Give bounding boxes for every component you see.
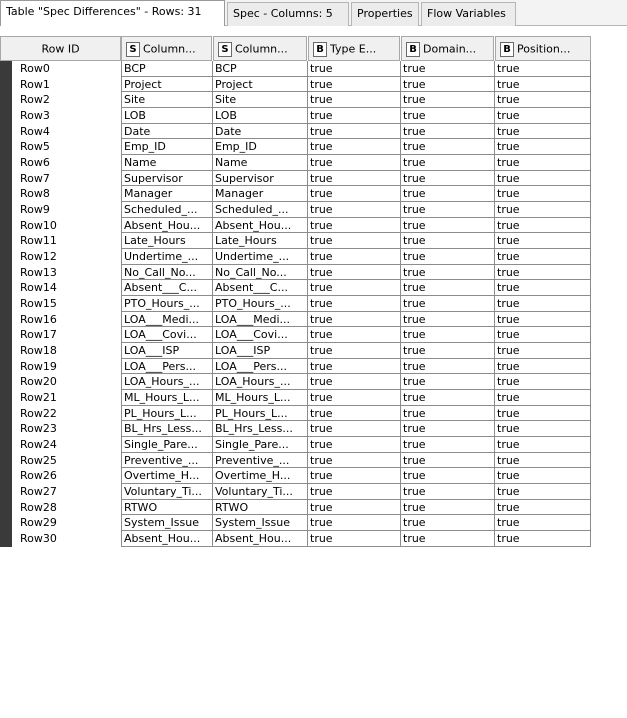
- table-cell[interactable]: true: [308, 77, 401, 93]
- table-cell[interactable]: true: [495, 202, 591, 218]
- row-id-cell[interactable]: Row28: [20, 500, 57, 514]
- table-cell[interactable]: Voluntary_Ti...: [121, 484, 213, 500]
- row-id-cell[interactable]: Row0: [20, 62, 50, 75]
- row-id-cell[interactable]: Row25: [20, 453, 57, 467]
- table-cell[interactable]: Absent_Hou...: [213, 531, 308, 547]
- table-cell[interactable]: true: [308, 500, 401, 516]
- row-marker: [0, 359, 12, 375]
- table-cell[interactable]: Absent_Hou...: [213, 218, 308, 234]
- table-cell[interactable]: true: [308, 312, 401, 328]
- table-cell[interactable]: true: [495, 92, 591, 108]
- table-row[interactable]: [0, 77, 591, 93]
- row-marker: [0, 531, 12, 547]
- table-cell[interactable]: Scheduled_...: [213, 202, 308, 218]
- row-id-cell[interactable]: Row12: [20, 250, 57, 264]
- table-row[interactable]: [0, 124, 591, 140]
- table-row[interactable]: [0, 61, 591, 77]
- row-marker: [0, 108, 12, 124]
- table-cell[interactable]: Single_Pare...: [121, 437, 213, 453]
- table-cell[interactable]: LOB: [121, 108, 213, 124]
- table-row[interactable]: [0, 390, 591, 406]
- table-row[interactable]: [0, 484, 591, 500]
- table-cell[interactable]: BL_Hrs_Less...: [213, 421, 308, 437]
- boolean-type-icon: B: [500, 42, 514, 57]
- table-row[interactable]: [0, 468, 591, 484]
- table-cell[interactable]: true: [495, 327, 591, 343]
- table-cell[interactable]: true: [495, 312, 591, 328]
- tab-flow-variables[interactable]: Flow Variables: [421, 2, 516, 26]
- table-cell[interactable]: true: [401, 500, 495, 516]
- row-marker: [0, 453, 12, 469]
- table-cell[interactable]: LOA_Hours_...: [121, 374, 213, 390]
- table-row[interactable]: [0, 265, 591, 281]
- table-cell[interactable]: Overtime_H...: [121, 468, 213, 484]
- row-marker: [0, 327, 12, 343]
- boolean-type-icon: B: [313, 42, 327, 57]
- table-row[interactable]: [0, 500, 591, 516]
- table-cell[interactable]: true: [401, 390, 495, 406]
- table-cell[interactable]: PL_Hours_L...: [121, 406, 213, 422]
- table-cell[interactable]: true: [495, 531, 591, 547]
- table-cell[interactable]: true: [308, 171, 401, 187]
- table-cell[interactable]: true: [308, 327, 401, 343]
- table-cell[interactable]: true: [308, 453, 401, 469]
- row-id-cell[interactable]: Row21: [20, 391, 57, 405]
- row-id-cell[interactable]: Row11: [20, 234, 57, 248]
- table-cell[interactable]: Absent_Hou...: [121, 531, 213, 547]
- table-cell[interactable]: System_Issue: [121, 515, 213, 531]
- table-cell[interactable]: true: [401, 296, 495, 312]
- table-cell[interactable]: LOA___Medi...: [213, 312, 308, 328]
- table-cell[interactable]: true: [401, 453, 495, 469]
- table-cell[interactable]: Name: [213, 155, 308, 171]
- table-cell[interactable]: true: [308, 374, 401, 390]
- table-cell[interactable]: true: [495, 265, 591, 281]
- table-cell[interactable]: LOA___Pers...: [121, 359, 213, 375]
- table-row[interactable]: [0, 108, 591, 124]
- row-id-cell[interactable]: Row22: [20, 406, 57, 420]
- row-id-cell[interactable]: Row16: [20, 312, 57, 326]
- table-cell[interactable]: true: [401, 61, 495, 77]
- table-cell[interactable]: Name: [121, 155, 213, 171]
- table-cell[interactable]: true: [308, 468, 401, 484]
- column-header-2[interactable]: [213, 36, 307, 61]
- string-type-icon: S: [218, 42, 232, 57]
- table-cell[interactable]: Site: [213, 92, 308, 108]
- column-header-label: Column...: [235, 42, 288, 56]
- table-cell[interactable]: ML_Hours_L...: [213, 390, 308, 406]
- table-row[interactable]: [0, 437, 591, 453]
- table-cell[interactable]: Late_Hours: [121, 233, 213, 249]
- table-cell[interactable]: true: [495, 233, 591, 249]
- column-header-5[interactable]: [495, 36, 591, 61]
- row-marker: [0, 155, 12, 171]
- table-cell[interactable]: true: [401, 484, 495, 500]
- table-cell[interactable]: true: [401, 374, 495, 390]
- table-cell[interactable]: true: [308, 233, 401, 249]
- table-row[interactable]: [0, 249, 591, 265]
- row-marker: [0, 280, 12, 296]
- table-cell[interactable]: true: [401, 531, 495, 547]
- table-row[interactable]: [0, 453, 591, 469]
- row-marker: [0, 124, 12, 140]
- table-cell[interactable]: true: [308, 390, 401, 406]
- column-header-label: Column...: [143, 42, 196, 56]
- table-cell[interactable]: true: [308, 249, 401, 265]
- table-cell[interactable]: Emp_ID: [121, 139, 213, 155]
- tab-spec[interactable]: Spec - Columns: 5: [227, 2, 349, 26]
- table-row[interactable]: [0, 218, 591, 234]
- table-cell[interactable]: Undertime_...: [121, 249, 213, 265]
- table-cell[interactable]: true: [401, 155, 495, 171]
- table-cell[interactable]: true: [308, 186, 401, 202]
- table-cell[interactable]: true: [401, 437, 495, 453]
- row-marker: [0, 515, 12, 531]
- table-cell[interactable]: Emp_ID: [213, 139, 308, 155]
- table-cell[interactable]: true: [495, 61, 591, 77]
- table-cell[interactable]: true: [401, 406, 495, 422]
- table-cell[interactable]: true: [495, 500, 591, 516]
- row-marker: [0, 77, 12, 93]
- table-cell[interactable]: true: [308, 108, 401, 124]
- table-row[interactable]: [0, 155, 591, 171]
- row-id-cell[interactable]: Row8: [20, 187, 50, 201]
- table-cell[interactable]: LOA___Medi...: [121, 312, 213, 328]
- row-id-cell[interactable]: Row24: [20, 438, 57, 452]
- row-id-cell[interactable]: Row1: [20, 77, 50, 91]
- table-cell[interactable]: true: [308, 265, 401, 281]
- table-cell[interactable]: Absent___C...: [213, 280, 308, 296]
- row-marker: [0, 421, 12, 437]
- table-cell[interactable]: true: [401, 77, 495, 93]
- table-cell[interactable]: true: [495, 390, 591, 406]
- row-id-cell[interactable]: Row14: [20, 281, 57, 295]
- table-cell[interactable]: true: [495, 374, 591, 390]
- table-cell[interactable]: true: [308, 484, 401, 500]
- table-cell[interactable]: true: [401, 202, 495, 218]
- table-row[interactable]: [0, 139, 591, 155]
- table-row[interactable]: [0, 343, 591, 359]
- row-id-cell[interactable]: Row23: [20, 422, 57, 436]
- table-row[interactable]: [0, 202, 591, 218]
- table-cell[interactable]: true: [401, 233, 495, 249]
- table-cell[interactable]: Voluntary_Ti...: [213, 484, 308, 500]
- table-cell[interactable]: true: [495, 406, 591, 422]
- table-cell[interactable]: PL_Hours_L...: [213, 406, 308, 422]
- tab-bar: [0, 0, 627, 26]
- row-marker: [0, 296, 12, 312]
- table-cell[interactable]: BCP: [121, 61, 213, 77]
- table-cell[interactable]: true: [308, 202, 401, 218]
- table-cell[interactable]: Site: [121, 92, 213, 108]
- column-header-label: Type E...: [330, 42, 377, 56]
- table-row[interactable]: [0, 327, 591, 343]
- row-id-cell[interactable]: Row27: [20, 485, 57, 499]
- column-header-label: Row ID: [41, 42, 80, 56]
- row-id-cell[interactable]: Row3: [20, 109, 50, 122]
- table-cell[interactable]: LOA___Covi...: [121, 327, 213, 343]
- column-header-label: Position...: [517, 42, 571, 56]
- table-cell[interactable]: true: [308, 343, 401, 359]
- table-row[interactable]: [0, 312, 591, 328]
- table-cell[interactable]: true: [401, 343, 495, 359]
- table-cell[interactable]: true: [401, 218, 495, 234]
- table-cell[interactable]: true: [495, 218, 591, 234]
- table-cell[interactable]: true: [308, 92, 401, 108]
- column-header-1[interactable]: [121, 36, 212, 61]
- row-marker: [0, 312, 12, 328]
- table-cell[interactable]: PTO_Hours_...: [213, 296, 308, 312]
- table-cell[interactable]: true: [495, 359, 591, 375]
- column-header-rowid[interactable]: [0, 36, 121, 61]
- table-row[interactable]: [0, 186, 591, 202]
- row-marker: [0, 437, 12, 453]
- table-cell[interactable]: true: [401, 124, 495, 140]
- table-cell[interactable]: Absent_Hou...: [121, 218, 213, 234]
- table-cell[interactable]: Undertime_...: [213, 249, 308, 265]
- table-cell[interactable]: true: [308, 61, 401, 77]
- table-cell[interactable]: true: [308, 515, 401, 531]
- table-cell[interactable]: Manager: [213, 186, 308, 202]
- row-id-cell[interactable]: Row7: [20, 171, 50, 185]
- row-marker: [0, 468, 12, 484]
- table-cell[interactable]: Single_Pare...: [213, 437, 308, 453]
- table-cell[interactable]: Late_Hours: [213, 233, 308, 249]
- table-row[interactable]: [0, 92, 591, 108]
- row-marker: [0, 218, 12, 234]
- table-cell[interactable]: No_Call_No...: [213, 265, 308, 281]
- row-marker: [0, 186, 12, 202]
- row-marker: [0, 343, 12, 359]
- table-cell[interactable]: true: [401, 92, 495, 108]
- table-cell[interactable]: BCP: [213, 61, 308, 77]
- table-cell[interactable]: true: [308, 359, 401, 375]
- row-marker: [0, 61, 12, 77]
- table-cell[interactable]: Project: [213, 77, 308, 93]
- table-cell[interactable]: System_Issue: [213, 515, 308, 531]
- table-cell[interactable]: true: [308, 437, 401, 453]
- row-marker: [0, 500, 12, 516]
- row-id-cell[interactable]: Row6: [20, 156, 50, 170]
- row-id-cell[interactable]: Row30: [20, 532, 57, 546]
- row-id-cell[interactable]: Row13: [20, 265, 57, 279]
- table-cell[interactable]: true: [495, 484, 591, 500]
- table-cell[interactable]: true: [495, 515, 591, 531]
- row-id-cell[interactable]: Row9: [20, 203, 50, 217]
- table-cell[interactable]: true: [495, 186, 591, 202]
- row-id-cell[interactable]: Row4: [20, 124, 50, 138]
- table-cell[interactable]: Manager: [121, 186, 213, 202]
- table-cell[interactable]: true: [401, 265, 495, 281]
- table-row[interactable]: [0, 233, 591, 249]
- table-cell[interactable]: true: [495, 108, 591, 124]
- row-marker: [0, 374, 12, 390]
- table-cell[interactable]: true: [308, 296, 401, 312]
- table-row[interactable]: [0, 421, 591, 437]
- row-marker: [0, 249, 12, 265]
- row-id-cell[interactable]: Row20: [20, 375, 57, 389]
- table-cell[interactable]: true: [495, 421, 591, 437]
- row-id-cell[interactable]: Row17: [20, 328, 57, 342]
- table-cell[interactable]: Preventive_...: [213, 453, 308, 469]
- tab-table[interactable]: Table "Spec Differences" - Rows: 31: [0, 0, 225, 26]
- row-id-cell[interactable]: Row2: [20, 93, 50, 107]
- table-cell[interactable]: BL_Hrs_Less...: [121, 421, 213, 437]
- table-cell[interactable]: Supervisor: [213, 171, 308, 187]
- row-marker: [0, 139, 12, 155]
- row-id-cell[interactable]: Row26: [20, 469, 57, 483]
- table-cell[interactable]: true: [495, 280, 591, 296]
- row-marker: [0, 233, 12, 249]
- table-cell[interactable]: true: [401, 280, 495, 296]
- table-cell[interactable]: true: [308, 421, 401, 437]
- table-cell[interactable]: true: [308, 218, 401, 234]
- row-id-cell[interactable]: Row15: [20, 297, 57, 311]
- table-row[interactable]: [0, 374, 591, 390]
- table-cell[interactable]: true: [401, 186, 495, 202]
- table-cell[interactable]: PTO_Hours_...: [121, 296, 213, 312]
- table-cell[interactable]: true: [401, 421, 495, 437]
- table-cell[interactable]: true: [401, 515, 495, 531]
- row-marker: [0, 390, 12, 406]
- table-cell[interactable]: true: [401, 171, 495, 187]
- row-id-cell[interactable]: Row18: [20, 344, 57, 358]
- table-cell[interactable]: RTWO: [213, 500, 308, 516]
- column-header-3[interactable]: [308, 36, 400, 61]
- table-cell[interactable]: true: [308, 139, 401, 155]
- row-marker: [0, 484, 12, 500]
- boolean-type-icon: B: [406, 42, 420, 57]
- table-cell[interactable]: true: [495, 437, 591, 453]
- table-cell[interactable]: Scheduled_...: [121, 202, 213, 218]
- table-cell[interactable]: true: [308, 531, 401, 547]
- table-cell[interactable]: true: [308, 124, 401, 140]
- table-cell[interactable]: true: [308, 280, 401, 296]
- table-row[interactable]: [0, 296, 591, 312]
- table-cell[interactable]: LOB: [213, 108, 308, 124]
- column-header-4[interactable]: [401, 36, 494, 61]
- row-marker: [0, 265, 12, 281]
- table-cell[interactable]: true: [401, 108, 495, 124]
- table-cell[interactable]: true: [495, 296, 591, 312]
- row-id-cell[interactable]: Row29: [20, 516, 57, 530]
- table-row[interactable]: [0, 531, 591, 547]
- string-type-icon: S: [126, 42, 140, 57]
- table-cell[interactable]: Supervisor: [121, 171, 213, 187]
- table-cell[interactable]: true: [401, 327, 495, 343]
- table-row[interactable]: [0, 171, 591, 187]
- table-cell[interactable]: Absent___C...: [121, 280, 213, 296]
- table-cell[interactable]: true: [495, 453, 591, 469]
- table-row[interactable]: [0, 280, 591, 296]
- table-cell[interactable]: true: [401, 139, 495, 155]
- table-cell[interactable]: true: [495, 343, 591, 359]
- row-id-cell[interactable]: Row10: [20, 218, 57, 232]
- table-row[interactable]: [0, 406, 591, 422]
- table-cell[interactable]: true: [308, 406, 401, 422]
- row-marker: [0, 202, 12, 218]
- table-cell[interactable]: true: [495, 124, 591, 140]
- table-cell[interactable]: true: [401, 312, 495, 328]
- table-cell[interactable]: Preventive_...: [121, 453, 213, 469]
- table-cell[interactable]: LOA___Pers...: [213, 359, 308, 375]
- table-cell[interactable]: true: [495, 139, 591, 155]
- table-cell[interactable]: LOA_Hours_...: [213, 374, 308, 390]
- table-row[interactable]: [0, 515, 591, 531]
- table-cell[interactable]: true: [495, 155, 591, 171]
- tab-properties[interactable]: Properties: [351, 2, 419, 26]
- table-cell[interactable]: Project: [121, 77, 213, 93]
- row-marker: [0, 406, 12, 422]
- table-cell[interactable]: true: [401, 359, 495, 375]
- table-cell[interactable]: true: [401, 468, 495, 484]
- column-header-label: Domain...: [423, 42, 477, 56]
- row-id-cell[interactable]: Row19: [20, 359, 57, 373]
- row-marker: [0, 92, 12, 108]
- table-cell[interactable]: ML_Hours_L...: [121, 390, 213, 406]
- table-cell[interactable]: true: [495, 468, 591, 484]
- row-id-cell[interactable]: Row5: [20, 140, 50, 154]
- table-cell[interactable]: No_Call_No...: [121, 265, 213, 281]
- table-cell[interactable]: Date: [213, 124, 308, 140]
- table-row[interactable]: [0, 359, 591, 375]
- table-cell[interactable]: true: [495, 77, 591, 93]
- table-cell[interactable]: LOA___ISP: [121, 343, 213, 359]
- table-cell[interactable]: RTWO: [121, 500, 213, 516]
- table-cell[interactable]: true: [308, 155, 401, 171]
- table-cell[interactable]: true: [495, 171, 591, 187]
- table-cell[interactable]: true: [495, 249, 591, 265]
- table-cell[interactable]: LOA___ISP: [213, 343, 308, 359]
- table-cell[interactable]: Date: [121, 124, 213, 140]
- table-cell[interactable]: Overtime_H...: [213, 468, 308, 484]
- table-cell[interactable]: true: [401, 249, 495, 265]
- row-marker: [0, 171, 12, 187]
- table-cell[interactable]: LOA___Covi...: [213, 327, 308, 343]
